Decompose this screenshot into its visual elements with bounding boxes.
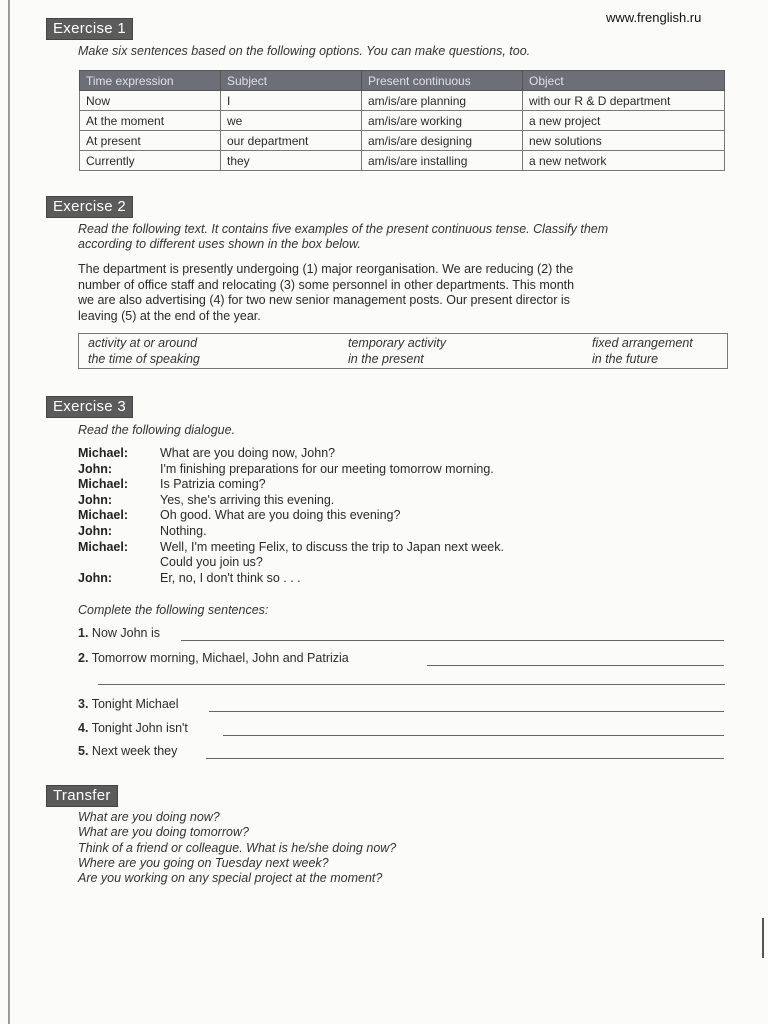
dialogue-speaker: Michael: bbox=[78, 446, 129, 460]
dialogue-speaker: John: bbox=[78, 524, 113, 538]
use-category-line: temporary activity bbox=[348, 336, 446, 350]
dialogue-speaker: John: bbox=[78, 492, 113, 507]
dialogue-speaker: Michael: bbox=[78, 508, 129, 523]
use-category-line: the time of speaking bbox=[88, 351, 200, 366]
sentence-text: Tomorrow morning, Michael, John and Patrizia bbox=[91, 651, 349, 665]
table-cell: our department bbox=[221, 131, 362, 151]
complete-instruction: Complete the following sentences: bbox=[78, 603, 269, 617]
table-row bbox=[80, 111, 725, 131]
dialogue-line: Oh good. What are you doing this evening? bbox=[160, 508, 401, 523]
table-header: Subject bbox=[221, 71, 362, 91]
use-category-line: fixed arrangement bbox=[592, 336, 693, 350]
table-cell: Currently bbox=[80, 151, 221, 171]
page-edge-mark bbox=[762, 918, 764, 958]
table-cell: am/is/are planning bbox=[362, 91, 523, 111]
sentence-number: 3. bbox=[78, 697, 89, 711]
completion-sentence bbox=[78, 744, 726, 762]
exercise2-instruction-line1: Read the following text. It contains five examples of the present continuous tense. Classify them bbox=[78, 222, 609, 236]
table-header: Time expression bbox=[80, 71, 221, 91]
use-category bbox=[592, 336, 693, 367]
use-category-line: activity at or around bbox=[88, 336, 198, 350]
table-cell: a new network bbox=[523, 151, 725, 171]
completion-sentence bbox=[78, 651, 726, 669]
exercise2-text-line: leaving (5) at the end of the year. bbox=[78, 308, 261, 323]
uses-box bbox=[78, 333, 728, 369]
table-row bbox=[80, 151, 725, 171]
sentence-number: 1. bbox=[78, 626, 89, 640]
sentence-text: Tonight John isn't bbox=[91, 721, 188, 735]
exercise1-instruction: Make six sentences based on the following options. You can make questions, too. bbox=[78, 44, 531, 58]
use-category-line: in the present bbox=[348, 351, 424, 366]
dialogue-line: Is Patrizia coming? bbox=[160, 477, 266, 492]
table-cell: Now bbox=[80, 91, 221, 111]
sentence-number: 5. bbox=[78, 744, 89, 758]
table-header-row bbox=[80, 71, 725, 91]
dialogue-line: Nothing. bbox=[160, 524, 207, 538]
dialogue-line: I'm finishing preparations for our meeting tomorrow morning. bbox=[160, 461, 494, 476]
dialogue-line: What are you doing now, John? bbox=[160, 446, 336, 460]
exercise2-text-line: The department is presently undergoing (1) major reorganisation. We are reducing (2) the bbox=[78, 262, 574, 276]
sentence-text: Next week they bbox=[91, 744, 178, 758]
transfer-question: Where are you going on Tuesday next week? bbox=[78, 855, 329, 870]
dialogue-line: Yes, she's arriving this evening. bbox=[160, 492, 335, 507]
answer-line[interactable] bbox=[209, 711, 724, 712]
answer-line[interactable] bbox=[181, 640, 724, 641]
table-row bbox=[80, 91, 725, 111]
table-cell: with our R & D department bbox=[523, 91, 725, 111]
table-cell: am/is/are installing bbox=[362, 151, 523, 171]
table-cell: I bbox=[221, 91, 362, 111]
use-category-line: in the future bbox=[592, 351, 659, 366]
use-category bbox=[348, 336, 446, 367]
completion-sentence bbox=[78, 697, 726, 715]
use-category bbox=[88, 336, 200, 367]
answer-line[interactable] bbox=[427, 665, 724, 666]
table-cell: At present bbox=[80, 131, 221, 151]
completion-sentence bbox=[78, 626, 726, 644]
answer-line[interactable] bbox=[223, 735, 724, 736]
answer-line-continuation[interactable] bbox=[98, 684, 725, 685]
dialogue-speaker: Michael: bbox=[78, 477, 129, 492]
dialogue-line: Well, I'm meeting Felix, to discuss the trip to Japan next week. bbox=[160, 539, 504, 554]
dialogue-speaker: John: bbox=[78, 461, 113, 476]
sentence-text: Now John is bbox=[91, 626, 161, 640]
table-cell: At the moment bbox=[80, 111, 221, 131]
options-table bbox=[79, 70, 725, 171]
page-margin-line bbox=[8, 0, 10, 1024]
exercise2-badge: Exercise 2 bbox=[46, 196, 133, 218]
transfer-question: What are you doing now? bbox=[78, 810, 220, 824]
completion-sentence bbox=[78, 721, 726, 739]
exercise1-badge: Exercise 1 bbox=[46, 18, 133, 40]
table-cell: am/is/are designing bbox=[362, 131, 523, 151]
transfer-question: Are you working on any special project at the moment? bbox=[78, 871, 383, 886]
transfer-badge: Transfer bbox=[46, 785, 118, 807]
table-cell: new solutions bbox=[523, 131, 725, 151]
table-row bbox=[80, 131, 725, 151]
sentence-number: 4. bbox=[78, 721, 89, 735]
transfer-question: What are you doing tomorrow? bbox=[78, 825, 249, 840]
sentence-number: 2. bbox=[78, 651, 89, 665]
exercise2-instruction-line2: according to different uses shown in the box below. bbox=[78, 237, 361, 251]
exercise3-instruction: Read the following dialogue. bbox=[78, 423, 236, 437]
table-cell: am/is/are working bbox=[362, 111, 523, 131]
exercise2-text-line: number of office staff and relocating (3) some personnel in other departments. This month bbox=[78, 277, 575, 292]
answer-line[interactable] bbox=[206, 758, 724, 759]
table-cell: a new project bbox=[523, 111, 725, 131]
table-header: Object bbox=[523, 71, 725, 91]
table-header: Present continuous bbox=[362, 71, 523, 91]
sentence-text: Tonight Michael bbox=[91, 697, 179, 711]
transfer-question: Think of a friend or colleague. What is he/she doing now? bbox=[78, 840, 397, 855]
transfer-questions bbox=[78, 810, 396, 886]
table-cell: we bbox=[221, 111, 362, 131]
exercise2-text-line: we are also advertising (4) for two new senior management posts. Our present director is bbox=[78, 293, 570, 307]
dialogue-speaker: John: bbox=[78, 570, 113, 585]
dialogue-line: Er, no, I don't think so . . . bbox=[160, 570, 301, 585]
dialogue-speaker: Michael: bbox=[78, 539, 129, 554]
site-url: www.frenglish.ru bbox=[606, 10, 702, 25]
table-cell: they bbox=[221, 151, 362, 171]
dialogue-line: Could you join us? bbox=[160, 555, 263, 570]
exercise3-badge: Exercise 3 bbox=[46, 396, 133, 418]
